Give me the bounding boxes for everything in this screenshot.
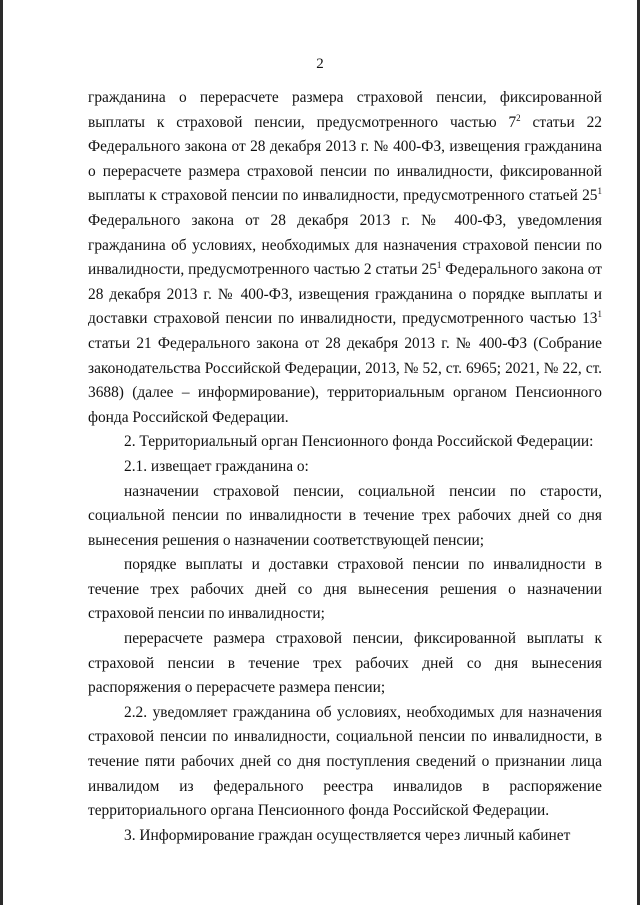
paragraph-text: статьи 22 Федерального закона от 28 декабря 2013 г. № 400-ФЗ, извещения гражданина о перерасчете размера страховой пенсии по инвалидности, фиксированной выплаты к страховой пенсии по инвалидности, предусмотренного статьей 25 <box>88 113 602 205</box>
paragraph-text: гражданина о перерасчете размера страховой пенсии, фиксированной выплаты к страховой пенсии, предусмотренного частью 7 <box>88 89 602 131</box>
paragraph-text: Федерального закона от 28 декабря 2013 г. № 400-ФЗ, извещения гражданина о порядке выплаты и доставки страховой пенсии по инвалидности, предусмотренного частью 13 <box>88 261 603 328</box>
scan-border-left <box>0 0 3 905</box>
paragraph <box>88 553 602 627</box>
paragraph <box>88 480 602 554</box>
paragraph <box>88 701 602 824</box>
paragraph-text: 2. Территориальный орган Пенсионного фонда Российской Федерации: <box>124 433 594 451</box>
paragraph <box>88 455 602 480</box>
paragraph-text: перерасчете размера страховой пенсии, фиксированной выплаты к страховой пенсии в течение трех рабочих дней со дня вынесения распоряжения о перерасчете размера пенсии; <box>88 630 602 697</box>
paragraph-text: порядке выплаты и доставки страховой пенсии по инвалидности в течение трех рабочих дней со дня вынесения решения о назначении страховой пенсии по инвалидности; <box>88 556 602 623</box>
superscript: 1 <box>436 260 442 271</box>
document-body <box>88 86 602 848</box>
superscript: 1 <box>597 309 602 320</box>
superscript: 2 <box>516 112 521 123</box>
paragraph <box>88 430 602 455</box>
paragraph <box>88 824 602 849</box>
superscript: 1 <box>597 186 602 197</box>
paragraph-text: статьи 21 Федерального закона от 28 декабря 2013 г. № 400-ФЗ (Собрание законодательства Российской Федерации, 2013, № 52, ст. 6965; 2021, № 22, ст. 3688) (далее – информирование), территориальным органом Пенсионного фонда Российской Федерации. <box>88 334 602 426</box>
paragraph-text: назначении страховой пенсии, социальной пенсии по старости, социальной пенсии по инвалидности в течение трех рабочих дней со дня вынесения решения о назначении соответствующей пенсии; <box>88 482 602 549</box>
paragraph <box>88 86 602 430</box>
paragraph-text: 2.1. извещает гражданина о: <box>124 457 309 475</box>
page-number: 2 <box>316 56 324 72</box>
paragraph-text: 2.2. уведомляет гражданина об условиях, необходимых для назначения страховой пенсии по инвалидности, социальной пенсии по инвалидности, в течение пяти рабочих дней со дня поступления сведений о признании лица инвалидом из федерального реестра инвалидов в распоряжение территориального органа Пенсионного фонда Российской Федерации. <box>88 703 602 820</box>
paragraph-text: Федерального закона от 28 декабря 2013 г. № 400-ФЗ, уведомления гражданина об условиях, необходимых для назначения страховой пенсии по инвалидности, предусмотренного частью 2 статьи 25 <box>88 211 602 279</box>
paragraph-text: 3. Информирование граждан осуществляется через личный кабинет <box>124 826 571 844</box>
paragraph <box>88 627 602 701</box>
